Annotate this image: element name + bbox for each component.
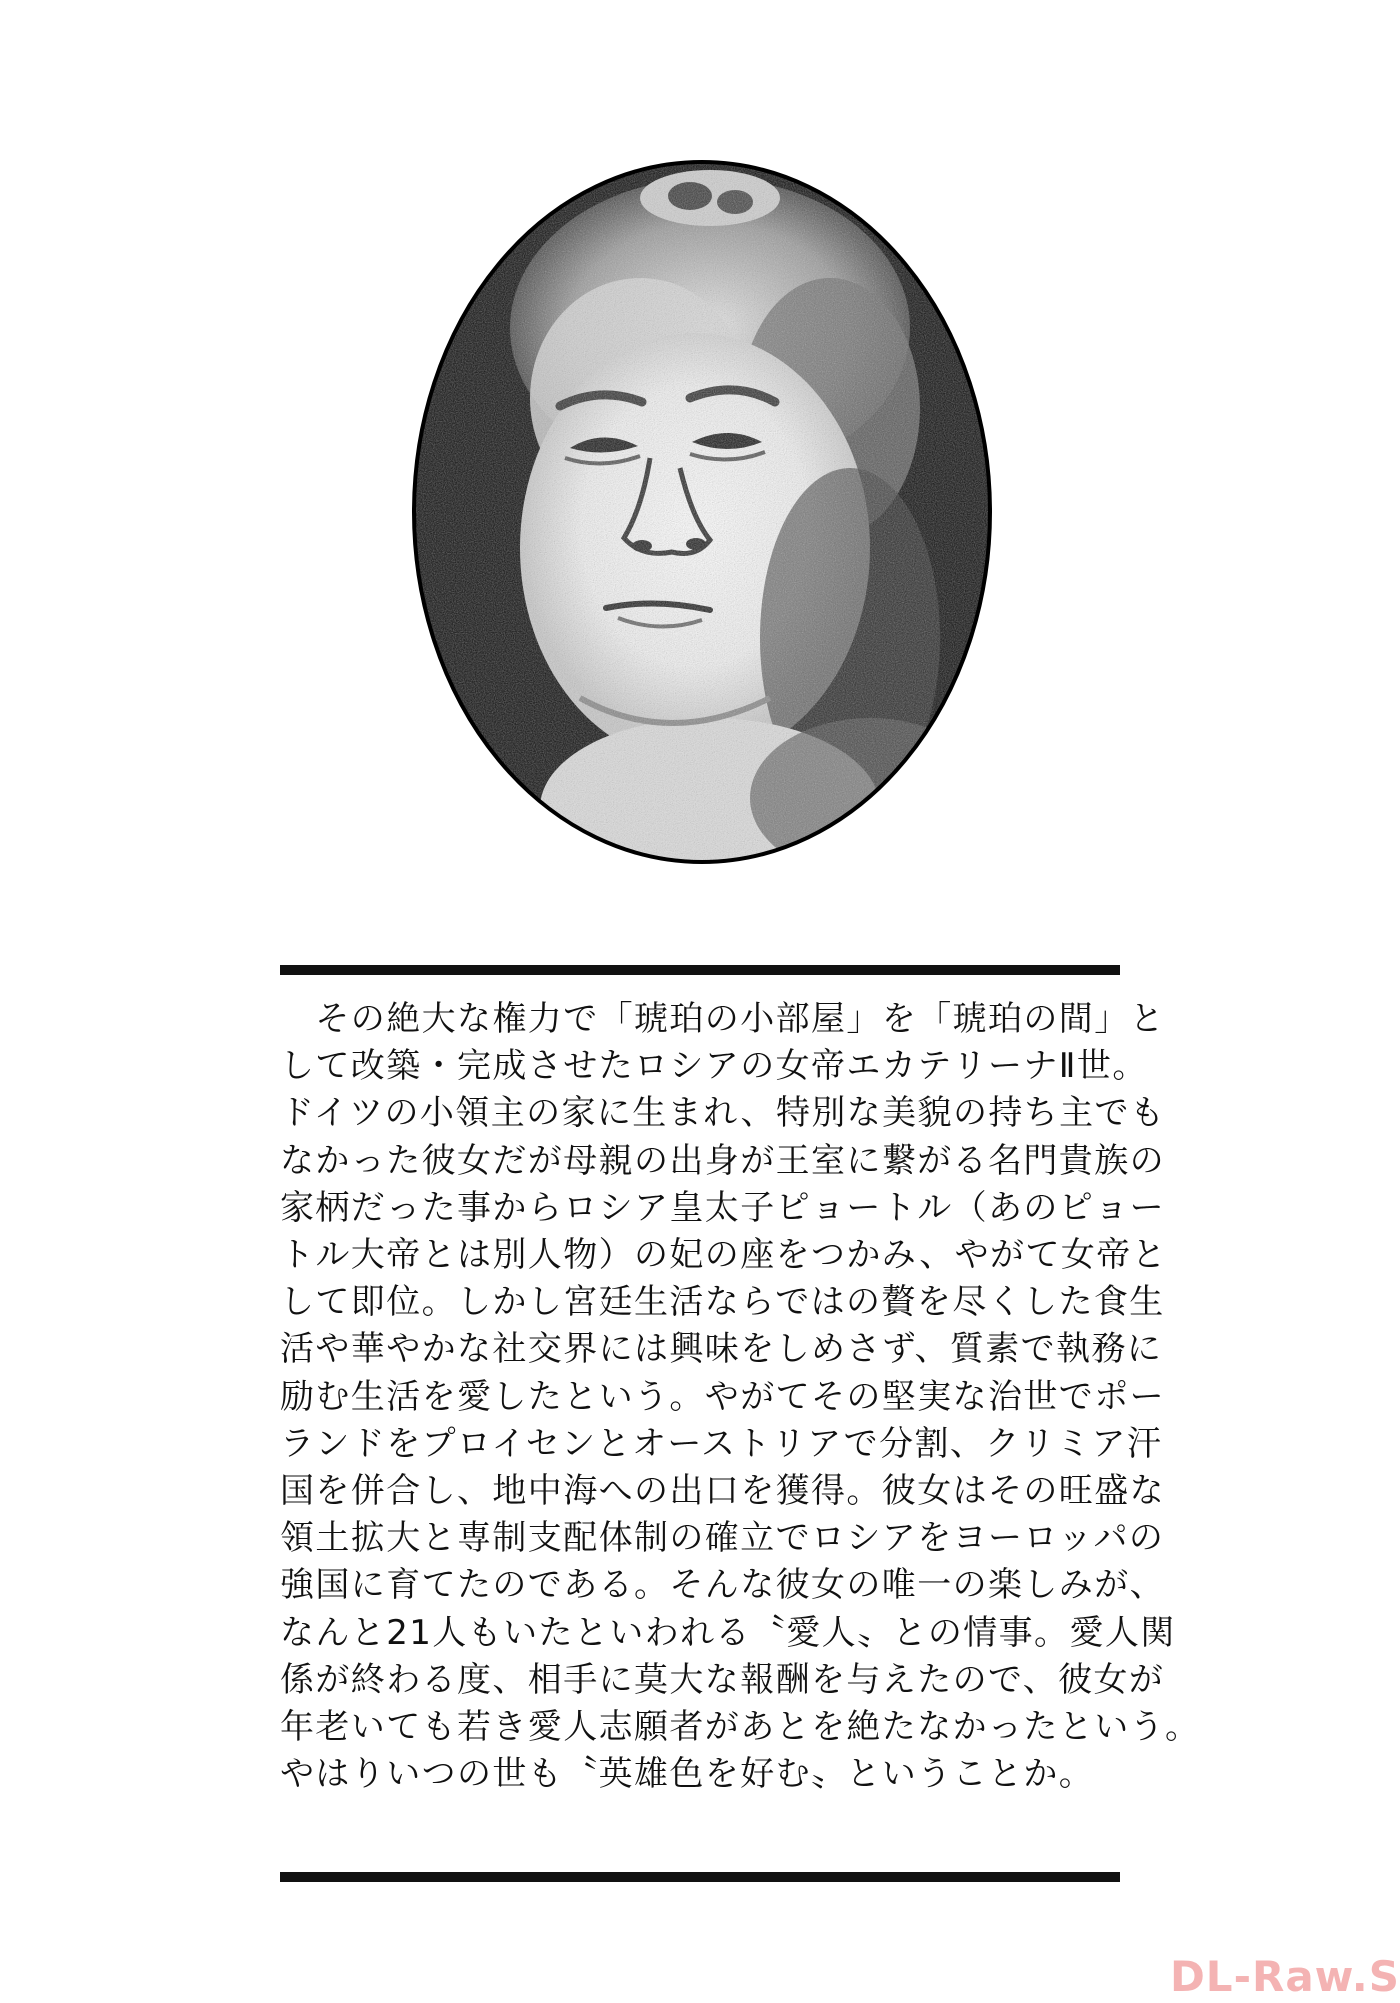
text-line: 強国に育てたのである。そんな彼女の唯一の楽しみが、 — [280, 1565, 1165, 1606]
text-line: 励む生活を愛したという。やがてその堅実な治世でポー — [280, 1376, 1165, 1417]
top-rule — [280, 965, 1120, 975]
portrait-oval — [410, 158, 994, 866]
text-line: その絶大な権力で「琥珀の小部屋」を「琥珀の間」と — [280, 999, 1165, 1039]
text-line: 領土拡大と専制支配体制の確立でロシアをヨーロッパの — [280, 1518, 1165, 1559]
text-line: して即位。しかし宮廷生活ならではの贅を尽くした食生 — [280, 1282, 1165, 1323]
bottom-rule — [280, 1872, 1120, 1882]
text-line: 係が終わる度、相手に莫大な報酬を与えたので、彼女が — [280, 1659, 1165, 1700]
text-line: ドイツの小領主の家に生まれ、特別な美貌の持ち主でも — [280, 1093, 1166, 1134]
text-line: 活や華やかな社交界には興味をしめさず、質素で執務に — [280, 1329, 1163, 1370]
text-line: やはりいつの世も〝英雄色を好む〟ということか。 — [280, 1754, 1095, 1795]
text-line: 家柄だった事からロシア皇太子ピョートル（あのピョー — [280, 1187, 1165, 1228]
text-line: ランドをプロイセンとオーストリアで分割、クリミア汗 — [280, 1423, 1163, 1464]
text-line: なんと21人もいたといわれる〝愛人〟との情事。愛人関 — [280, 1612, 1176, 1653]
portrait-icon — [410, 158, 994, 866]
text-line: 国を併合し、地中海への出口を獲得。彼女はその旺盛な — [280, 1471, 1165, 1512]
text-line: トル大帝とは別人物）の妃の座をつかみ、やがて女帝と — [280, 1235, 1168, 1276]
watermark-text: DL-Raw.S — [1169, 1952, 1400, 2001]
text-line: して改築・完成させたロシアの女帝エカテリーナⅡ世。 — [280, 1046, 1148, 1087]
biography-text — [280, 996, 1201, 1798]
text-line: なかった彼女だが母親の出身が王室に繋がる名門貴族の — [280, 1140, 1165, 1181]
text-line: 年老いても若き愛人志願者があとを絶たなかったという。 — [280, 1707, 1201, 1748]
